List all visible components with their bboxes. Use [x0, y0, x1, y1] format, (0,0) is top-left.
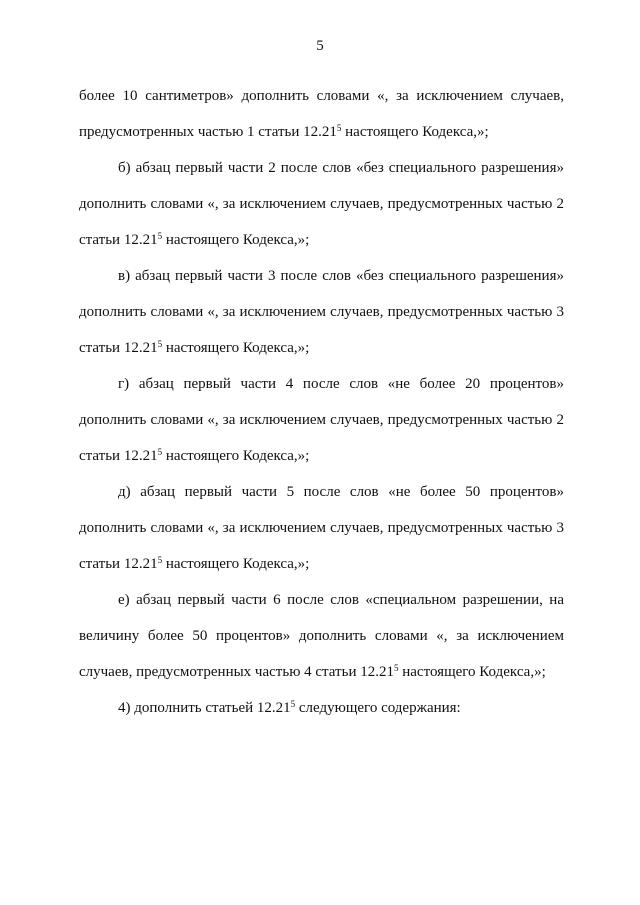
paragraph-text: более 10 сантиметров» дополнить словами «, за исключением случаев, предусмотренных частью 1 статьи 12.21 — [79, 88, 564, 140]
superscript: 5 — [394, 663, 399, 674]
paragraph-item-e — [79, 582, 564, 690]
paragraph-text: настоящего Кодекса,»; — [341, 124, 489, 140]
paragraph-text: г) абзац первый части 4 после слов «не более 20 процентов» дополнить словами «, за исключением случаев, предусмотренных частью 2 статьи 12.21 — [79, 376, 564, 464]
paragraph-text: настоящего Кодекса,»; — [162, 448, 310, 464]
paragraph-text: настоящего Кодекса,»; — [398, 664, 546, 680]
paragraph-text: в) абзац первый части 3 после слов «без специального разрешения» дополнить словами «, за исключением случаев, предусмотренных частью 3 статьи 12.21 — [79, 268, 564, 356]
paragraph-text: настоящего Кодекса,»; — [162, 232, 310, 248]
page-number: 5 — [316, 38, 324, 54]
superscript: 5 — [157, 339, 163, 350]
superscript: 5 — [290, 699, 296, 710]
document-body — [79, 78, 564, 726]
paragraph-text: е) абзац первый части 6 после слов «специальном разрешении, на величину более 50 процентов» дополнить словами «, за исключением случаев, предусмотренных частью 4 статьи 12.21 — [79, 592, 564, 680]
superscript: 5 — [157, 555, 163, 566]
paragraph-item-4 — [79, 690, 564, 726]
paragraph-text: д) абзац первый части 5 после слов «не более 50 процентов» дополнить словами «, за исключением случаев, предусмотренных частью 3 статьи 12.21 — [79, 484, 564, 572]
paragraph-item-b — [79, 150, 564, 258]
superscript: 5 — [336, 123, 342, 134]
paragraph-text: 4) дополнить статьей 12.21 — [118, 700, 291, 716]
paragraph-item-g — [79, 366, 564, 474]
paragraph-text: настоящего Кодекса,»; — [162, 556, 310, 572]
paragraph-text: б) абзац первый части 2 после слов «без специального разрешения» дополнить словами «, за исключением случаев, предусмотренных частью 2 статьи 12.21 — [79, 160, 564, 248]
superscript: 5 — [157, 447, 163, 458]
paragraph-continuation — [79, 78, 564, 150]
paragraph-text: следующего содержания: — [295, 700, 461, 716]
superscript: 5 — [157, 231, 163, 242]
paragraph-item-v — [79, 258, 564, 366]
paragraph-item-d — [79, 474, 564, 582]
paragraph-text: настоящего Кодекса,»; — [162, 340, 310, 356]
